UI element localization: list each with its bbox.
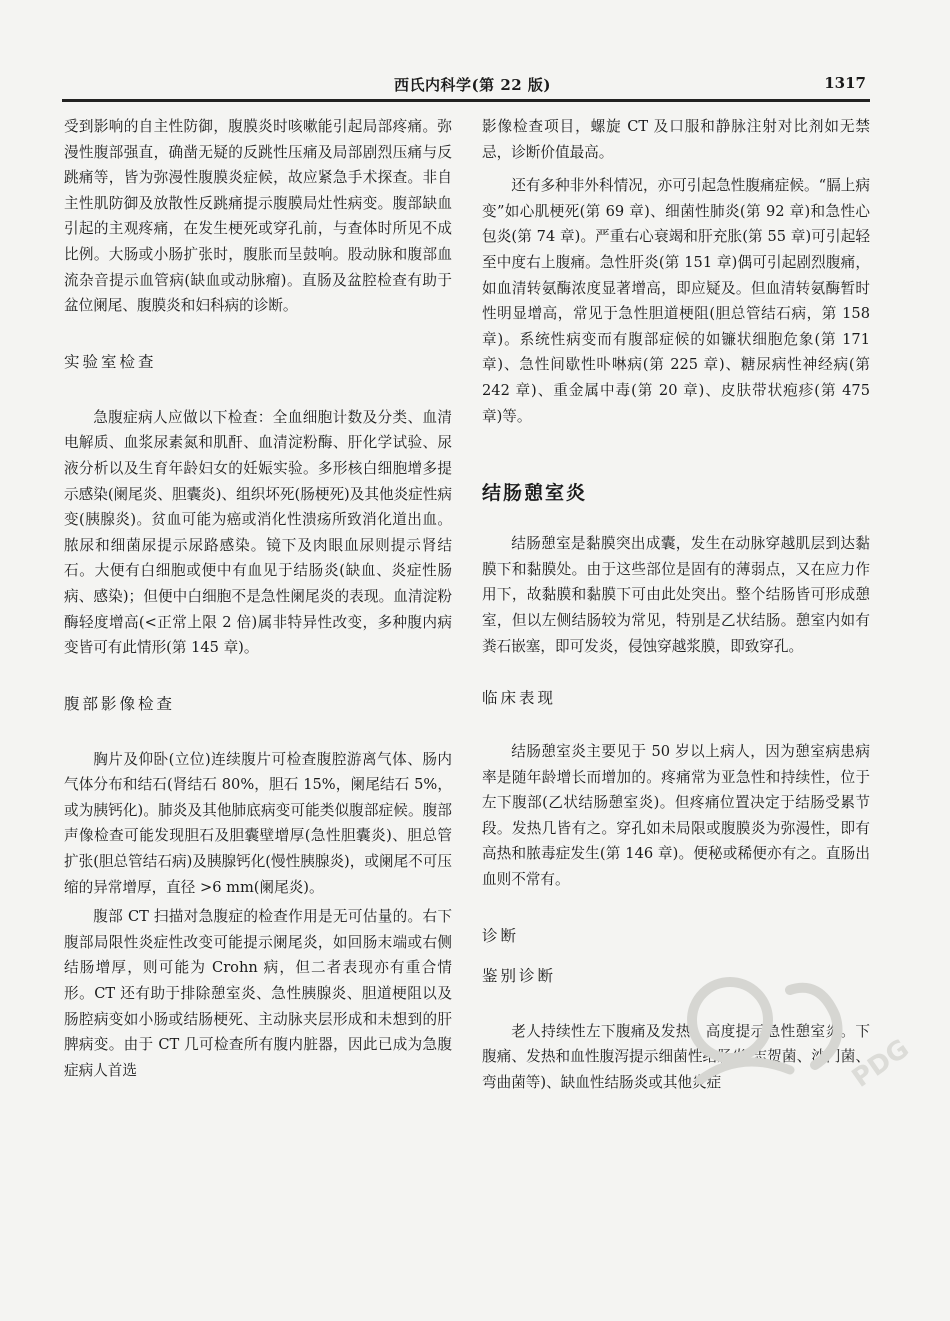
paragraph-differential: 老人持续性左下腹痛及发热，高度提示急性憩室炎。下腹痛、发热和血性腹泻提示细菌性结肠炎(志贺菌、沙门菌、弯曲菌等)、缺血性结肠炎或其他炎症 [482, 1022, 870, 1091]
heading-diverticulitis: 结肠憩室炎 [482, 482, 588, 505]
left-column [64, 114, 452, 1083]
heading-lab-tests: 实验室检查 [64, 352, 157, 371]
heading-diagnosis: 诊断 [482, 926, 520, 945]
paragraph-imaging-2: 腹部 CT 扫描对急腹症的检查作用是无可估量的。右下腹部局限性炎症性改变可能提示阑尾炎，如回肠末端或右侧结肠增厚，则可能为 Crohn 病，但二者表现亦有重合情形。CT 还有助于排除憩室炎、急性胰腺炎、胆道梗阻以及肠腔病变如小肠或结肠梗死、主动脉夹层形成和未想到的肝脾病变。由于 CT 几可检查所有腹内脏器，因此已成为急腹症病人首选 [64, 908, 452, 1079]
header-rule [62, 99, 870, 102]
page-header [62, 74, 870, 98]
running-title: 西氏内科学(第 22 版) [394, 76, 552, 94]
paragraph-lab-tests: 急腹症病人应做以下检查：全血细胞计数及分类、血清电解质、血浆尿素氮和肌酐、血清淀粉酶、肝化学试验、尿液分析以及生育年龄妇女的妊娠实验。多形核白细胞增多提示感染(阑尾炎、胆囊炎)、组织坏死(肠梗死)及其他炎症性病变(胰腺炎)。贫血可能为癌或消化性溃疡所致消化道出血。脓尿和细菌尿提示尿路感染。镜下及肉眼血尿则提示肾结石。大便有白细胞或便中有血见于结肠炎(缺血、炎症性肠病、感染)；但便中白细胞不是急性阑尾炎的表现。血清淀粉酶轻度增高(<正常上限 2 倍)属非特异性改变，多种腹内病变皆可有此情形(第 145 章)。 [64, 408, 452, 657]
paragraph-continued: 影像检查项目，螺旋 CT 及口服和静脉注射对比剂如无禁忌，诊断价值最高。 [482, 118, 870, 161]
paragraph-diverticulum: 结肠憩室是黏膜突出成囊，发生在动脉穿越肌层到达黏膜下和黏膜处。由于这些部位是固有的薄弱点，又在应力作用下，故黏膜和黏膜下可由此处突出。整个结肠皆可形成憩室，但以左侧结肠较为常见，特别是乙状结肠。憩室内如有粪石嵌塞，即可发炎，侵蚀穿越浆膜，即致穿孔。 [482, 535, 870, 655]
paragraph-nonsurgical: 还有多种非外科情况，亦可引起急性腹痛症候。“膈上病变”如心肌梗死(第 69 章)、细菌性肺炎(第 92 章)和急性心包炎(第 74 章)。严重右心衰竭和肝充胀(第 55 章)可引起轻至中度右上腹痛。急性肝炎(第 151 章)偶可引起剧烈腹痛，如血清转氨酶浓度显著增高，即应疑及。但血清转氨酶暂时性明显增高，常见于急性胆道梗阻(胆总管结石病，第 158 章)。系统性病变而有腹部症候的如镰状细胞危象(第 171 章)、急性间歇性卟啉病(第 225 章)、糖尿病性神经病(第 242 章)、重金属中毒(第 20 章)、皮肤带状疱疹(第 475 章)等。 [482, 177, 870, 425]
right-column [482, 114, 870, 1095]
page-number: 1317 [824, 74, 866, 92]
paragraph-imaging-1: 胸片及仰卧(立位)连续腹片可检查腹腔游离气体、肠内气体分布和结石(肾结石 80%，胆石 15%，阑尾结石 5%，或为胰钙化)。肺炎及其他肺底病变可能类似腹部症候。腹部声像检查可能发现胆石及胆囊壁增厚(急性胆囊炎)、胆总管扩张(胆总管结石病)及胰腺钙化(慢性胰腺炎)，或阑尾不可压缩的异常增厚，直径 >6 mm(阑尾炎)。 [64, 750, 452, 896]
paragraph-intro: 受到影响的自主性防御，腹膜炎时咳嗽能引起局部疼痛。弥漫性腹部强直，确凿无疑的反跳性压痛及局部剧烈压痛与反跳痛等，皆为弥漫性腹膜炎症候，故应紧急手术探查。非自主性肌防御及放散性反跳痛提示腹膜局灶性病变。腹部缺血引起的主观疼痛，在发生梗死或穿孔前，与查体时所见不成比例。大肠或小肠扩张时，腹胀而呈鼓响。股动脉和腹部血流杂音提示血管病(缺血或动脉瘤)。直肠及盆腔检查有助于盆位阑尾、腹膜炎和妇科病的诊断。 [64, 118, 452, 315]
heading-imaging: 腹部影像检查 [64, 694, 176, 713]
heading-differential: 鉴别诊断 [482, 966, 557, 985]
watermark-text: PDG [846, 1033, 915, 1094]
paragraph-clinical: 结肠憩室炎主要见于 50 岁以上病人，因为憩室病患病率是随年龄增长而增加的。疼痛常为亚急性和持续性，位于左下腹部(乙状结肠憩室炎)。但疼痛位置决定于结肠受累节段。发热几皆有之。穿孔如未局限或腹膜炎为弥漫性，即有高热和脓毒症发生(第 146 章)。便秘或稀便亦有之。直肠出血则不常有。 [482, 743, 870, 889]
heading-clinical: 临床表现 [482, 689, 557, 708]
